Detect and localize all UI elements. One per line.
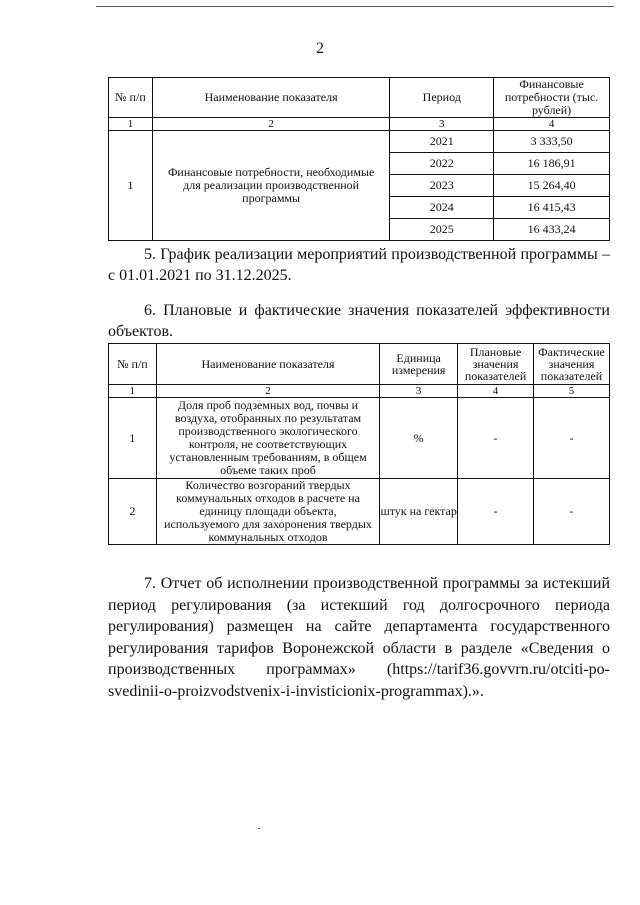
planned-value-cell: - bbox=[458, 479, 534, 545]
index-cell: 1 bbox=[109, 385, 157, 398]
period-cell: 2025 bbox=[390, 219, 494, 241]
indicator-name: Финансовые потребности, необходимые для реализации производственной программы bbox=[152, 131, 390, 241]
value-cell: 16 433,24 bbox=[494, 219, 610, 241]
planned-value-cell: - bbox=[458, 398, 534, 479]
period-cell: 2024 bbox=[390, 197, 494, 219]
header-cell: Плановые значения показателей bbox=[458, 344, 534, 385]
financial-needs-table bbox=[108, 77, 610, 241]
value-cell: 15 264,40 bbox=[494, 175, 610, 197]
index-cell: 3 bbox=[390, 118, 494, 131]
actual-value-cell: - bbox=[534, 479, 610, 545]
value-cell: 16 415,43 bbox=[494, 197, 610, 219]
index-cell: 2 bbox=[152, 118, 390, 131]
column-index-row bbox=[109, 385, 610, 398]
header-cell: Наименование показателя bbox=[152, 78, 390, 118]
value-cell: 3 333,50 bbox=[494, 131, 610, 153]
index-cell: 4 bbox=[494, 118, 610, 131]
row-number: 1 bbox=[109, 398, 157, 479]
paragraph-6: 6. Плановые и фактические значения показателей эффективности объектов. bbox=[108, 302, 610, 340]
paragraph-7: 7. Отчет об исполнении производственной программы за истекший период регулирования (за истекший год долгосрочного периода регулирования) размещен на сайте департамента государственного регулирования тарифов Воронежской области в разделе «Сведения о производственных программах» (https://tarif36.govvrn.ru/otciti-po-svedinii-o-proizvodstvenix-i-invisticionix-programmax).». bbox=[108, 575, 610, 700]
header-cell: Наименование показателя bbox=[156, 344, 379, 385]
index-cell: 2 bbox=[156, 385, 379, 398]
header-cell: Фактические значения показателей bbox=[534, 344, 610, 385]
unit-cell: % bbox=[380, 398, 458, 479]
indicator-name: Доля проб подземных вод, почвы и воздуха, отобранных по результатам производственного экологического контроля, не соответствующих установленным требованиям, в общем объеме таких проб bbox=[156, 398, 379, 479]
row-number: 2 bbox=[109, 479, 157, 545]
unit-cell: штук на гектар bbox=[380, 479, 458, 545]
period-cell: 2022 bbox=[390, 153, 494, 175]
header-cell: Период bbox=[390, 78, 494, 118]
table-header-row bbox=[109, 78, 610, 118]
scan-speck bbox=[258, 828, 260, 829]
index-cell: 4 bbox=[458, 385, 534, 398]
header-cell: № п/п bbox=[109, 344, 157, 385]
table-row bbox=[109, 398, 610, 479]
value-cell: 16 186,91 bbox=[494, 153, 610, 175]
period-cell: 2021 bbox=[390, 131, 494, 153]
top-border-line bbox=[96, 6, 614, 7]
table-header-row bbox=[109, 344, 610, 385]
table-row bbox=[109, 131, 610, 153]
header-cell: Единица измерения bbox=[380, 344, 458, 385]
row-number: 1 bbox=[109, 131, 153, 241]
indicator-name: Количество возгораний твердых коммунальных отходов в расчете на единицу площади объекта, используемого для захоронения твердых коммунальных отходов bbox=[156, 479, 379, 545]
index-cell: 3 bbox=[380, 385, 458, 398]
page-number: 2 bbox=[316, 40, 324, 57]
paragraph-5: 5. График реализации мероприятий производственной программы – с 01.01.2021 по 31.12.2025. bbox=[108, 246, 610, 284]
period-cell: 2023 bbox=[390, 175, 494, 197]
efficiency-indicators-table bbox=[108, 343, 610, 545]
index-cell: 5 bbox=[534, 385, 610, 398]
table-row bbox=[109, 479, 610, 545]
header-cell: № п/п bbox=[109, 78, 153, 118]
column-index-row bbox=[109, 118, 610, 131]
index-cell: 1 bbox=[109, 118, 153, 131]
header-cell: Финансовые потребности (тыс. рублей) bbox=[494, 78, 610, 118]
actual-value-cell: - bbox=[534, 398, 610, 479]
